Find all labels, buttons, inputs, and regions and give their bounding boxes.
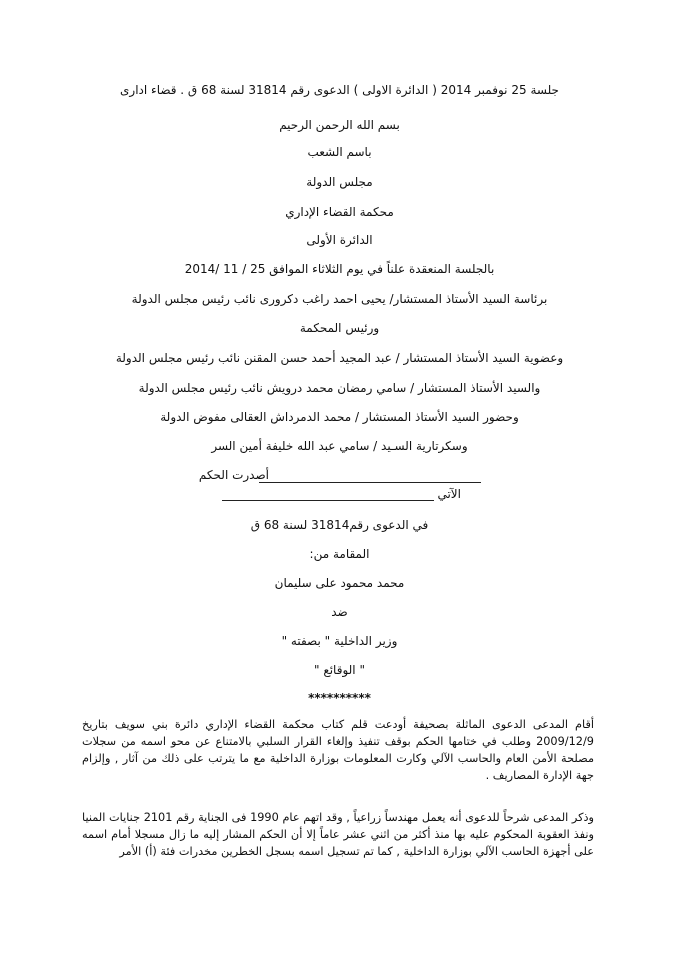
case-number-line: في الدعوى رقم31814 لسنة 68 ق [250,518,429,532]
presidency-continued: ورئيس المحكمة [299,321,380,335]
commissioner-line: وحضور السيد الأستاذ المستشار / محمد الدمرداش العقالى مفوض الدولة [160,410,519,424]
following-underline [222,500,434,501]
basmala: بسم الله الرحمن الرحيم [279,118,400,132]
against-label: ضد [331,605,348,619]
separator-stars: ********** [308,691,371,705]
member-two-line: والسيد الأستاذ المستشار / سامي رمضان محمد درويش نائب رئيس مجلس الدولة [138,381,541,395]
filed-by-label: المقامة من: [309,547,370,561]
member-one-line: وعضوية السيد الأستاذ المستشار / عبد المجيد أحمد حسن المقنن نائب رئيس مجلس الدولة [115,351,564,365]
defendant-line: وزير الداخلية " بصفته " [281,634,398,648]
plaintiff-name: محمد محمود على سليمان [274,576,405,590]
council-name: مجلس الدولة [306,175,373,189]
issued-ruling-underline [259,482,481,483]
court-name: محكمة القضاء الإداري [285,205,394,219]
issued-ruling-label: أصدرت الحكم [198,468,269,482]
circuit-name: الدائرة الأولى [306,233,373,247]
session-line: بالجلسة المنعقدة علناً في يوم الثلاثاء الموافق 25 / 11 /2014 [184,262,495,276]
presidency-line: برئاسة السيد الأستاذ المستشار/ يحيى احمد راغب دكرورى نائب رئيس مجلس الدولة [131,292,548,306]
in-name-of-people: باسم الشعب [307,145,372,159]
facts-heading: " الوقائع " [314,663,365,677]
secretary-line: وسكرتارية السـيد / سامي عبد الله خليفة أمين السر [211,439,468,453]
following-label: الآتي [437,487,461,501]
facts-paragraph-two: وذكر المدعى شرحاً للدعوى أنه يعمل مهندساً زراعياً , وقد اتهم عام 1990 فى الجناية رقم 2101 جنايات المنيا ونفذ العقوبة المحكوم عليه بها منذ أكثر من اثني عشر عاماً إلا أن الحكم المشار إليه ما زال مسجلا أمام اسمه على أجهزة الحاسب الآلي بوزارة الداخلية , كما تم تسجيل اسمه بسجل الخطرين مخدرات فئة (أ) الأمر [82,811,594,858]
header-line: جلسة 25 نوفمبر 2014 ( الدائرة الاولى ) الدعوى رقم 31814 لسنة 68 ق . قضاء ادارى [120,83,559,97]
facts-paragraph-one: أقام المدعى الدعوى الماثلة بصحيفة أودعت قلم كتاب محكمة القضاء الإداري دائرة بني سويف بتاريخ 2009/12/9 وطلب في ختامها الحكم بوقف تنفيذ وإلغاء القرار السلبي بالامتناع عن محو اسمه من سجلات مصلحة الأمن العام والحاسب الآلي وكارت المعلومات بوزارة الداخلية مع ما يترتب على ذلك من آثار , وإلزام جهة الإدارة المصاريف . [82,718,594,782]
